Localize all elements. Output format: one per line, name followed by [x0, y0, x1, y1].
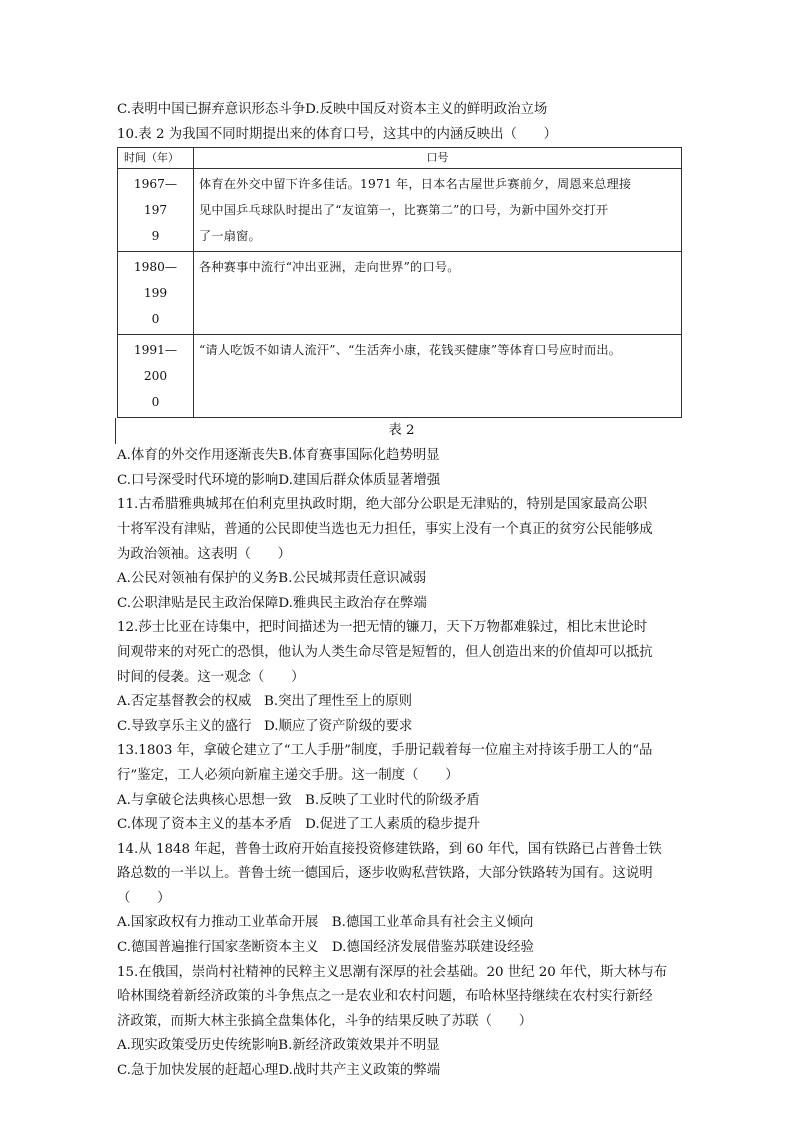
period-cell: 1967—197 9 — [118, 169, 194, 252]
q15-stem-line: 15.在俄国，崇尚村社精神的民粹主义思潮有深厚的社会基础。20 世纪 20 年代，斯大林与布 — [117, 964, 668, 980]
q13-option-cd: C.体现了资本主义的基本矛盾 D.促进了工人素质的稳步提升 — [117, 817, 481, 833]
q12-options-cd — [117, 715, 687, 740]
q14-stem-line: 路总数的一半以上。普鲁士统一德国后，逐步收购私营铁路，大部分铁路转为国有。这说明 — [117, 866, 653, 882]
q12-options-ab — [117, 690, 687, 715]
table-row — [118, 169, 682, 252]
slogan-cell: 各种赛事中流行“冲出亚洲，走向世界”的口号。 — [194, 252, 682, 335]
q11-stem-line: 为政治领袖。这表明（ ） — [117, 546, 292, 562]
q10-stem: 10.表 2 为我国不同时期提出来的体育口号，这其中的内涵反映出（ ） — [117, 126, 558, 142]
header-slogan: 口号 — [194, 148, 682, 169]
table-header-row — [118, 148, 682, 169]
q15-option-cd: C.急于加快发展的赶超心理D.战时共产主义政策的弊端 — [117, 1063, 441, 1079]
header-period: 时间（年） — [118, 148, 194, 169]
q10-option-ab: A.体育的外交作用逐渐丧失B.体育赛事国际化趋势明显 — [117, 448, 440, 464]
q14-stem-line: （ ） — [117, 890, 171, 906]
q12-option-b: B.突出了理性至上的原则 — [264, 694, 413, 710]
table-row — [118, 252, 682, 335]
q12-stem-line: 12.莎士比亚在诗集中，把时间描述为一把无情的镰刀，天下万物都难躲过，相比末世论时 — [117, 620, 648, 636]
q12-option-c: C.导致享乐主义的盛行 — [117, 718, 252, 734]
q14-stem-line: 14.从 1848 年起，普鲁士政府开始直接投资修建铁路，到 60 年代，国有铁路已占普鲁士铁 — [117, 841, 662, 857]
slogan-cell: “请人吃饭不如请人流汗”、“生活奔小康，花钱买健康”等体育口号应时而出。 — [194, 335, 682, 418]
q13-stem-line: 行”鉴定，工人必须向新雇主递交手册。这一制度（ ） — [117, 767, 459, 783]
table-caption: 表 2 — [115, 418, 687, 444]
q13-stem-line: 13.1803 年，拿破仑建立了“工人手册”制度，手册记载着每一位雇主对持该手册工人的“品 — [117, 743, 653, 759]
q12-stem-line: 时间的侵袭。这一观念（ ） — [117, 669, 305, 685]
slogan-cell: 体育在外交中留下许多佳话。1971 年，日本名古屋世乒赛前夕，周恩来总理接 见中国乒乓球队时提出了“友谊第一，比赛第二”的口号，为新中国外交打开 了一扇窗。 — [194, 169, 682, 252]
q10-option-cd: C.口号深受时代环境的影响D.建国后群众体质显著增强 — [117, 472, 441, 488]
q11-stem-line: 11.古希腊雅典城邦在伯利克里执政时期，绝大部分公职是无津贴的，特别是国家最高公职 — [117, 497, 648, 513]
q12-stem-line: 间观带来的对死亡的恐惧，他认为人类生命尽管是短暂的，但人创造出来的价值却可以抵抗 — [117, 644, 653, 660]
q11-option-cd: C.公职津贴是民主政治保障D.雅典民主政治存在弊端 — [117, 595, 427, 611]
q12-option-a: A.否定基督教会的权威 — [117, 694, 252, 710]
q15-stem-line: 哈林围绕着新经济政策的斗争焦点之一是农业和农村问题，布哈林坚持继续在农村实行新经 — [117, 989, 653, 1005]
table-row — [118, 335, 682, 418]
q9-options-tail: C.表明中国已摒弃意识形态斗争D.反映中国反对资本主义的鲜明政治立场 — [117, 102, 548, 117]
period-cell: 1980—199 0 — [118, 252, 194, 335]
q15-option-ab: A.现实政策受历史传统影响B.新经济政策效果并不明显 — [117, 1038, 440, 1054]
q12-option-d: D.顺应了资产阶级的要求 — [264, 718, 413, 734]
q15-stem-line: 济政策，而斯大林主张搞全盘集体化，斗争的结果反映了苏联（ ） — [117, 1013, 533, 1029]
q13-option-ab: A.与拿破仑法典核心思想一致 B.反映了工业时代的阶级矛盾 — [117, 792, 480, 808]
period-cell: 1991—200 0 — [118, 335, 194, 418]
q11-option-ab: A.公民对领袖有保护的义务B.公民城邦责任意识减弱 — [117, 571, 427, 587]
q14-option-ab: A.国家政权有力推动工业革命开展 B.德国工业革命具有社会主义倾向 — [117, 915, 534, 931]
q11-stem-line: 十将军没有津贴，普通的公民即使当选也无力担任，事实上没有一个真正的贫穷公民能够成 — [117, 521, 653, 537]
q14-option-cd: C.德国普遍推行国家垄断资本主义 D.德国经济发展借鉴苏联建设经验 — [117, 940, 534, 956]
exam-page — [117, 98, 687, 1084]
slogan-table — [117, 147, 682, 418]
